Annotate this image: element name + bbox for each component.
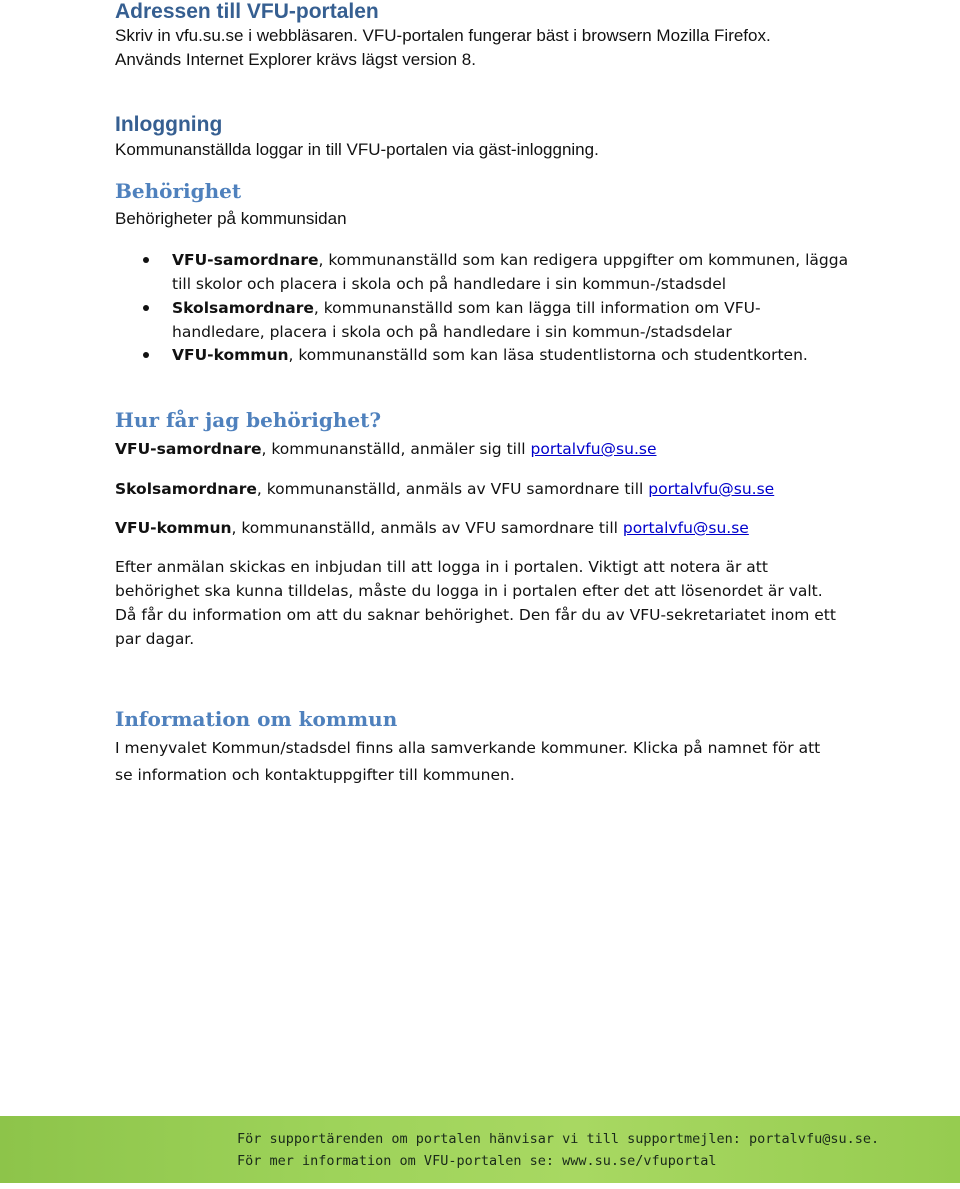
address-line-1: Skriv in vfu.su.se i webbläsaren. VFU-portalen fungerar bäst i browsern Mozilla Firefox. xyxy=(115,26,771,45)
permission-term: VFU-samordnare xyxy=(172,251,319,269)
email-link[interactable]: portalvfu@su.se xyxy=(622,519,749,537)
heading-municipality-info: Information om kommun xyxy=(115,707,398,731)
role-desc: , kommunanställd, anmäls av VFU samordnare till xyxy=(256,480,649,498)
heading-how-to-get-permission: Hur får jag behörighet? xyxy=(115,408,382,432)
howto-para-line-4: par dagar. xyxy=(115,630,195,648)
permission-item-3-line-1 xyxy=(172,343,808,367)
permission-desc: , kommunanställd som kan redigera uppgifter om kommunen, lägga xyxy=(318,251,849,269)
footer-info-line: För mer information om VFU-portalen se: www.su.se/vfuportal xyxy=(237,1153,717,1169)
howto-row-3 xyxy=(115,516,749,540)
permissions-subheading: Behörigheter på kommunsidan xyxy=(115,209,347,228)
permission-term: VFU-kommun xyxy=(172,346,289,364)
municipality-line-1: I menyvalet Kommun/stadsdel finns alla samverkande kommuner. Klicka på namnet för att xyxy=(115,739,821,757)
heading-address: Adressen till VFU-portalen xyxy=(115,0,379,23)
municipality-line-2: se information och kontaktuppgifter till kommunen. xyxy=(115,766,515,784)
permission-desc: , kommunanställd som kan läsa studentlistorna och studentkorten. xyxy=(288,346,808,364)
address-line-2: Används Internet Explorer krävs lägst version 8. xyxy=(115,50,476,69)
support-footer-banner xyxy=(0,1116,960,1183)
email-link[interactable]: portalvfu@su.se xyxy=(530,440,657,458)
permission-term: Skolsamordnare xyxy=(172,299,314,317)
role-term: VFU-kommun xyxy=(115,519,232,537)
heading-login: Inloggning xyxy=(115,113,223,136)
role-term: VFU-samordnare xyxy=(115,440,262,458)
heading-permissions: Behörighet xyxy=(115,179,242,203)
permission-item-1-line-2: till skolor och placera i skola och på handledare i sin kommun-/stadsdel xyxy=(172,275,727,293)
permission-desc: , kommunanställd som kan lägga till information om VFU- xyxy=(313,299,761,317)
bullet-icon xyxy=(143,352,149,358)
howto-para-line-1: Efter anmälan skickas en inbjudan till att logga in i portalen. Viktigt att notera är att xyxy=(115,558,768,576)
email-link[interactable]: portalvfu@su.se xyxy=(648,480,775,498)
howto-para-line-2: behörighet ska kunna tilldelas, måste du logga in i portalen efter det att lösenordet är valt. xyxy=(115,582,823,600)
footer-support-line: För supportärenden om portalen hänvisar vi till supportmejlen: portalvfu@su.se. xyxy=(237,1131,880,1147)
role-desc: , kommunanställd, anmäls av VFU samordnare till xyxy=(231,519,623,537)
bullet-icon xyxy=(143,257,149,263)
role-term: Skolsamordnare xyxy=(115,480,257,498)
howto-row-2 xyxy=(115,477,774,501)
howto-row-1 xyxy=(115,437,656,461)
role-desc: , kommunanställd, anmäler sig till xyxy=(261,440,531,458)
permission-item-2-line-1 xyxy=(172,296,761,320)
bullet-icon xyxy=(143,305,149,311)
login-text: Kommunanställda loggar in till VFU-portalen via gäst-inloggning. xyxy=(115,140,599,159)
permission-item-2-line-2: handledare, placera i skola och på handledare i sin kommun-/stadsdelar xyxy=(172,323,732,341)
howto-para-line-3: Då får du information om att du saknar behörighet. Den får du av VFU-sekretariatet inom ett xyxy=(115,606,836,624)
permission-item-1-line-1 xyxy=(172,248,848,272)
